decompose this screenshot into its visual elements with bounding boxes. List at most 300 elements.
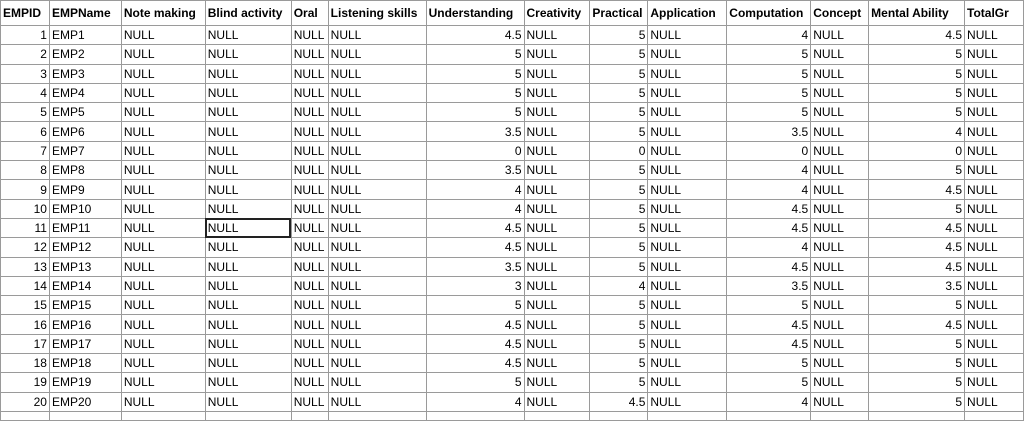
cell[interactable]: NULL xyxy=(328,103,426,122)
cell[interactable]: 4.5 xyxy=(727,334,811,353)
cell[interactable]: 5 xyxy=(869,103,965,122)
cell[interactable]: NULL xyxy=(965,180,1024,199)
cell[interactable]: NULL xyxy=(328,45,426,64)
cell[interactable]: 5 xyxy=(426,373,524,392)
cell[interactable]: 7 xyxy=(1,141,50,160)
cell[interactable]: 5 xyxy=(869,354,965,373)
cell[interactable]: 4.5 xyxy=(426,238,524,257)
cell[interactable]: NULL xyxy=(291,276,328,295)
cell[interactable]: NULL xyxy=(121,122,205,141)
cell[interactable]: NULL xyxy=(121,83,205,102)
cell[interactable]: NULL xyxy=(965,161,1024,180)
cell[interactable]: EMP18 xyxy=(49,354,121,373)
cell[interactable]: 4.5 xyxy=(869,180,965,199)
cell[interactable]: NULL xyxy=(121,141,205,160)
cell[interactable]: NULL xyxy=(291,334,328,353)
cell[interactable]: EMP5 xyxy=(49,103,121,122)
column-header[interactable]: TotalGr xyxy=(965,1,1024,26)
cell[interactable]: 3.5 xyxy=(426,122,524,141)
cell[interactable]: NULL xyxy=(524,392,590,411)
cell[interactable]: 5 xyxy=(590,315,648,334)
cell[interactable]: EMP6 xyxy=(49,122,121,141)
cell[interactable]: NULL xyxy=(121,315,205,334)
cell[interactable]: NULL xyxy=(648,103,727,122)
cell[interactable]: EMP20 xyxy=(49,392,121,411)
cell[interactable]: 13 xyxy=(1,257,50,276)
cell[interactable]: 19 xyxy=(1,373,50,392)
cell[interactable]: NULL xyxy=(524,373,590,392)
cell[interactable]: 5 xyxy=(1,103,50,122)
cell[interactable]: NULL xyxy=(648,199,727,218)
cell[interactable]: NULL xyxy=(648,392,727,411)
cell[interactable]: 4.5 xyxy=(869,315,965,334)
cell[interactable]: 5 xyxy=(869,83,965,102)
cell[interactable]: 18 xyxy=(1,354,50,373)
cell[interactable]: 5 xyxy=(590,122,648,141)
cell[interactable]: 4.5 xyxy=(869,26,965,45)
cell[interactable]: NULL xyxy=(291,45,328,64)
column-header[interactable]: Understanding xyxy=(426,1,524,26)
cell[interactable]: NULL xyxy=(291,257,328,276)
cell[interactable]: EMP3 xyxy=(49,64,121,83)
cell[interactable]: NULL xyxy=(648,334,727,353)
cell[interactable]: 5 xyxy=(590,354,648,373)
column-header[interactable]: Mental Ability xyxy=(869,1,965,26)
cell[interactable]: NULL xyxy=(121,26,205,45)
empty-cell[interactable] xyxy=(1,411,50,420)
cell[interactable]: 4.5 xyxy=(426,334,524,353)
cell[interactable]: NULL xyxy=(328,276,426,295)
cell[interactable]: NULL xyxy=(524,334,590,353)
cell[interactable]: 5 xyxy=(426,103,524,122)
cell[interactable]: 5 xyxy=(727,103,811,122)
cell[interactable]: NULL xyxy=(291,199,328,218)
cell[interactable]: 5 xyxy=(590,238,648,257)
cell[interactable]: NULL xyxy=(648,218,727,237)
cell[interactable]: NULL xyxy=(121,161,205,180)
cell[interactable]: NULL xyxy=(205,45,291,64)
cell[interactable]: 0 xyxy=(590,141,648,160)
cell[interactable]: NULL xyxy=(524,315,590,334)
cell[interactable]: NULL xyxy=(965,373,1024,392)
cell[interactable]: 2 xyxy=(1,45,50,64)
cell[interactable]: NULL xyxy=(811,315,869,334)
cell[interactable]: NULL xyxy=(205,122,291,141)
cell[interactable]: 3.5 xyxy=(426,257,524,276)
empty-cell[interactable] xyxy=(811,411,869,420)
cell[interactable]: NULL xyxy=(291,218,328,237)
cell[interactable]: 4 xyxy=(869,122,965,141)
cell[interactable]: 3.5 xyxy=(426,161,524,180)
cell[interactable]: NULL xyxy=(291,296,328,315)
cell[interactable]: NULL xyxy=(205,180,291,199)
cell[interactable]: 5 xyxy=(590,199,648,218)
cell[interactable]: NULL xyxy=(205,296,291,315)
cell[interactable]: NULL xyxy=(811,392,869,411)
cell[interactable]: NULL xyxy=(648,257,727,276)
cell[interactable]: EMP19 xyxy=(49,373,121,392)
cell[interactable]: 5 xyxy=(869,373,965,392)
column-header[interactable]: Listening skills xyxy=(328,1,426,26)
cell[interactable]: NULL xyxy=(205,354,291,373)
cell[interactable]: NULL xyxy=(291,315,328,334)
cell[interactable]: NULL xyxy=(205,199,291,218)
cell[interactable]: NULL xyxy=(524,83,590,102)
cell[interactable]: 5 xyxy=(590,257,648,276)
cell[interactable]: 3.5 xyxy=(727,122,811,141)
empty-cell[interactable] xyxy=(205,411,291,420)
cell[interactable]: 4 xyxy=(1,83,50,102)
cell[interactable]: NULL xyxy=(648,122,727,141)
cell[interactable]: EMP16 xyxy=(49,315,121,334)
cell[interactable]: NULL xyxy=(328,180,426,199)
cell[interactable]: 4.5 xyxy=(426,26,524,45)
cell[interactable]: 8 xyxy=(1,161,50,180)
cell[interactable]: 4 xyxy=(727,180,811,199)
cell[interactable]: 5 xyxy=(590,296,648,315)
cell[interactable]: 5 xyxy=(869,392,965,411)
cell[interactable]: NULL xyxy=(121,45,205,64)
cell[interactable]: 5 xyxy=(590,218,648,237)
cell[interactable]: NULL xyxy=(291,103,328,122)
cell[interactable]: NULL xyxy=(205,103,291,122)
cell[interactable]: NULL xyxy=(291,238,328,257)
cell[interactable]: NULL xyxy=(328,26,426,45)
cell[interactable]: 4 xyxy=(426,180,524,199)
cell[interactable]: 5 xyxy=(869,64,965,83)
cell[interactable]: NULL xyxy=(524,122,590,141)
cell[interactable]: 5 xyxy=(727,83,811,102)
cell[interactable]: NULL xyxy=(811,354,869,373)
cell[interactable]: NULL xyxy=(328,315,426,334)
cell[interactable]: NULL xyxy=(811,276,869,295)
cell[interactable]: NULL xyxy=(524,161,590,180)
cell[interactable]: NULL xyxy=(965,122,1024,141)
cell[interactable]: NULL xyxy=(328,83,426,102)
empty-cell[interactable] xyxy=(291,411,328,420)
cell[interactable]: NULL xyxy=(291,161,328,180)
cell[interactable]: EMP12 xyxy=(49,238,121,257)
cell[interactable]: NULL xyxy=(328,122,426,141)
cell[interactable]: NULL xyxy=(121,392,205,411)
cell[interactable]: NULL xyxy=(328,296,426,315)
cell[interactable]: NULL xyxy=(811,64,869,83)
cell[interactable]: NULL xyxy=(121,354,205,373)
cell[interactable]: 5 xyxy=(727,45,811,64)
cell[interactable]: NULL xyxy=(965,218,1024,237)
cell[interactable]: NULL xyxy=(205,26,291,45)
cell[interactable]: EMP1 xyxy=(49,26,121,45)
cell[interactable]: NULL xyxy=(648,83,727,102)
cell[interactable]: NULL xyxy=(811,103,869,122)
cell[interactable]: 0 xyxy=(426,141,524,160)
cell[interactable]: NULL xyxy=(965,334,1024,353)
cell[interactable]: NULL xyxy=(965,354,1024,373)
cell[interactable]: 5 xyxy=(869,296,965,315)
cell[interactable]: 5 xyxy=(590,45,648,64)
cell[interactable]: NULL xyxy=(328,392,426,411)
cell[interactable]: EMP9 xyxy=(49,180,121,199)
cell[interactable]: EMP2 xyxy=(49,45,121,64)
cell[interactable]: 4 xyxy=(426,199,524,218)
cell[interactable]: 5 xyxy=(426,45,524,64)
cell[interactable]: 16 xyxy=(1,315,50,334)
cell[interactable]: NULL xyxy=(648,161,727,180)
cell[interactable]: EMP8 xyxy=(49,161,121,180)
cell[interactable]: NULL xyxy=(121,296,205,315)
cell[interactable]: NULL xyxy=(965,392,1024,411)
column-header[interactable]: Creativity xyxy=(524,1,590,26)
cell[interactable]: NULL xyxy=(524,103,590,122)
cell[interactable]: NULL xyxy=(121,238,205,257)
cell[interactable]: NULL xyxy=(811,334,869,353)
cell[interactable]: NULL xyxy=(648,296,727,315)
cell[interactable]: 5 xyxy=(869,334,965,353)
column-header[interactable]: Note making xyxy=(121,1,205,26)
column-header[interactable]: Computation xyxy=(727,1,811,26)
column-header[interactable]: EMPID xyxy=(1,1,50,26)
cell[interactable]: 12 xyxy=(1,238,50,257)
cell[interactable]: NULL xyxy=(965,238,1024,257)
cell[interactable]: NULL xyxy=(811,218,869,237)
empty-cell[interactable] xyxy=(328,411,426,420)
cell[interactable]: NULL xyxy=(121,257,205,276)
cell[interactable]: EMP15 xyxy=(49,296,121,315)
cell[interactable]: NULL xyxy=(205,238,291,257)
cell[interactable]: NULL xyxy=(205,315,291,334)
cell[interactable]: NULL xyxy=(965,315,1024,334)
empty-cell[interactable] xyxy=(869,411,965,420)
cell[interactable]: 9 xyxy=(1,180,50,199)
cell[interactable]: NULL xyxy=(524,45,590,64)
cell[interactable]: 5 xyxy=(869,199,965,218)
column-header[interactable]: Application xyxy=(648,1,727,26)
cell[interactable]: 5 xyxy=(727,373,811,392)
cell[interactable]: NULL xyxy=(965,141,1024,160)
cell[interactable]: NULL xyxy=(205,257,291,276)
cell[interactable]: NULL xyxy=(328,161,426,180)
cell[interactable]: NULL xyxy=(205,161,291,180)
cell[interactable]: NULL xyxy=(328,141,426,160)
cell[interactable]: NULL xyxy=(524,276,590,295)
cell[interactable]: 4 xyxy=(727,392,811,411)
cell[interactable]: NULL xyxy=(291,122,328,141)
cell[interactable]: NULL xyxy=(328,199,426,218)
cell[interactable]: NULL xyxy=(328,257,426,276)
cell[interactable]: 5 xyxy=(869,45,965,64)
cell[interactable]: NULL xyxy=(648,45,727,64)
cell[interactable]: 4.5 xyxy=(727,315,811,334)
cell[interactable]: EMP13 xyxy=(49,257,121,276)
cell[interactable]: 6 xyxy=(1,122,50,141)
cell[interactable]: NULL xyxy=(965,83,1024,102)
cell[interactable]: NULL xyxy=(205,276,291,295)
cell[interactable]: 4.5 xyxy=(727,257,811,276)
cell[interactable]: 4.5 xyxy=(727,199,811,218)
cell[interactable]: NULL xyxy=(291,180,328,199)
empty-cell[interactable] xyxy=(426,411,524,420)
cell[interactable]: NULL xyxy=(811,296,869,315)
cell[interactable]: 15 xyxy=(1,296,50,315)
cell[interactable]: NULL xyxy=(648,26,727,45)
cell[interactable]: 5 xyxy=(590,161,648,180)
cell[interactable]: 14 xyxy=(1,276,50,295)
cell[interactable]: NULL xyxy=(811,122,869,141)
cell[interactable]: NULL xyxy=(524,296,590,315)
empty-cell[interactable] xyxy=(590,411,648,420)
cell[interactable]: 0 xyxy=(727,141,811,160)
cell[interactable]: NULL xyxy=(291,392,328,411)
cell[interactable]: NULL xyxy=(811,141,869,160)
cell[interactable]: EMP7 xyxy=(49,141,121,160)
cell[interactable]: NULL xyxy=(965,45,1024,64)
cell[interactable]: NULL xyxy=(291,354,328,373)
cell[interactable]: NULL xyxy=(524,64,590,83)
cell[interactable]: NULL xyxy=(121,218,205,237)
empty-cell[interactable] xyxy=(965,411,1024,420)
cell[interactable]: NULL xyxy=(291,373,328,392)
empty-cell[interactable] xyxy=(121,411,205,420)
empty-cell[interactable] xyxy=(727,411,811,420)
cell[interactable]: 20 xyxy=(1,392,50,411)
cell[interactable]: NULL xyxy=(291,83,328,102)
cell[interactable]: 5 xyxy=(590,103,648,122)
cell[interactable]: 5 xyxy=(590,180,648,199)
cell[interactable]: 10 xyxy=(1,199,50,218)
column-header[interactable]: Oral xyxy=(291,1,328,26)
cell[interactable]: NULL xyxy=(524,218,590,237)
cell[interactable]: 4 xyxy=(727,26,811,45)
cell[interactable]: NULL xyxy=(291,141,328,160)
cell[interactable]: NULL xyxy=(121,199,205,218)
cell[interactable]: EMP17 xyxy=(49,334,121,353)
cell[interactable]: NULL xyxy=(965,296,1024,315)
cell[interactable]: EMP11 xyxy=(49,218,121,237)
cell[interactable]: 3.5 xyxy=(869,276,965,295)
cell[interactable]: NULL xyxy=(205,392,291,411)
cell[interactable]: NULL xyxy=(524,238,590,257)
cell[interactable]: NULL xyxy=(291,64,328,83)
cell[interactable]: 5 xyxy=(426,83,524,102)
cell[interactable]: 5 xyxy=(590,83,648,102)
cell[interactable]: NULL xyxy=(121,334,205,353)
cell[interactable]: NULL xyxy=(965,257,1024,276)
cell[interactable]: NULL xyxy=(121,373,205,392)
cell[interactable]: NULL xyxy=(648,64,727,83)
cell[interactable]: NULL xyxy=(291,26,328,45)
cell[interactable]: NULL xyxy=(811,83,869,102)
cell[interactable]: 4.5 xyxy=(869,257,965,276)
cell[interactable]: 3 xyxy=(1,64,50,83)
empty-cell[interactable] xyxy=(49,411,121,420)
cell[interactable]: NULL xyxy=(811,238,869,257)
cell[interactable]: 17 xyxy=(1,334,50,353)
cell[interactable]: 4.5 xyxy=(426,354,524,373)
cell[interactable]: 5 xyxy=(426,296,524,315)
cell[interactable]: NULL xyxy=(965,103,1024,122)
empty-cell[interactable] xyxy=(524,411,590,420)
cell[interactable]: 4.5 xyxy=(426,218,524,237)
cell[interactable]: NULL xyxy=(328,238,426,257)
cell[interactable]: NULL xyxy=(121,64,205,83)
cell[interactable]: 5 xyxy=(426,64,524,83)
cell[interactable]: NULL xyxy=(121,180,205,199)
cell[interactable]: 5 xyxy=(590,26,648,45)
cell[interactable]: NULL xyxy=(524,354,590,373)
cell[interactable]: NULL xyxy=(205,83,291,102)
cell[interactable]: 4.5 xyxy=(727,218,811,237)
cell[interactable]: NULL xyxy=(648,141,727,160)
cell[interactable]: EMP10 xyxy=(49,199,121,218)
cell[interactable]: NULL xyxy=(811,257,869,276)
cell[interactable]: NULL xyxy=(328,64,426,83)
cell[interactable]: 11 xyxy=(1,218,50,237)
cell[interactable]: EMP4 xyxy=(49,83,121,102)
cell[interactable]: NULL xyxy=(648,180,727,199)
cell[interactable]: 4 xyxy=(590,276,648,295)
cell[interactable]: 5 xyxy=(869,161,965,180)
cell[interactable]: NULL xyxy=(205,373,291,392)
cell[interactable]: NULL xyxy=(524,199,590,218)
cell[interactable]: 5 xyxy=(727,354,811,373)
column-header[interactable]: Blind activity xyxy=(205,1,291,26)
cell[interactable]: NULL xyxy=(811,161,869,180)
cell[interactable]: NULL xyxy=(205,64,291,83)
cell[interactable]: NULL xyxy=(205,334,291,353)
cell[interactable]: NULL xyxy=(648,354,727,373)
cell[interactable]: 3 xyxy=(426,276,524,295)
cell[interactable]: NULL xyxy=(648,238,727,257)
cell[interactable]: 5 xyxy=(727,64,811,83)
cell[interactable]: NULL xyxy=(328,334,426,353)
cell[interactable]: 5 xyxy=(590,373,648,392)
cell[interactable]: NULL xyxy=(965,64,1024,83)
cell[interactable]: 5 xyxy=(727,296,811,315)
cell[interactable]: 4.5 xyxy=(590,392,648,411)
cell[interactable]: NULL xyxy=(811,26,869,45)
cell[interactable]: NULL xyxy=(121,103,205,122)
cell[interactable]: 4.5 xyxy=(869,238,965,257)
cell[interactable]: 4 xyxy=(426,392,524,411)
cell[interactable]: 1 xyxy=(1,26,50,45)
cell[interactable]: NULL xyxy=(965,276,1024,295)
cell[interactable]: NULL xyxy=(965,26,1024,45)
cell[interactable]: NULL xyxy=(121,276,205,295)
cell[interactable]: 4 xyxy=(727,161,811,180)
cell[interactable]: NULL xyxy=(524,141,590,160)
cell[interactable]: NULL xyxy=(648,373,727,392)
selected-cell[interactable]: NULL xyxy=(205,218,291,237)
cell[interactable]: 4.5 xyxy=(426,315,524,334)
column-header[interactable]: EMPName xyxy=(49,1,121,26)
cell[interactable]: NULL xyxy=(811,373,869,392)
cell[interactable]: 0 xyxy=(869,141,965,160)
empty-cell[interactable] xyxy=(648,411,727,420)
cell[interactable]: NULL xyxy=(811,199,869,218)
cell[interactable]: NULL xyxy=(328,373,426,392)
cell[interactable]: EMP14 xyxy=(49,276,121,295)
cell[interactable]: NULL xyxy=(205,141,291,160)
cell[interactable]: NULL xyxy=(648,315,727,334)
column-header[interactable]: Concept xyxy=(811,1,869,26)
cell[interactable]: NULL xyxy=(648,276,727,295)
cell[interactable]: NULL xyxy=(524,257,590,276)
cell[interactable]: 5 xyxy=(590,334,648,353)
cell[interactable]: NULL xyxy=(811,180,869,199)
cell[interactable]: NULL xyxy=(811,45,869,64)
cell[interactable]: NULL xyxy=(328,218,426,237)
cell[interactable]: 4 xyxy=(727,238,811,257)
